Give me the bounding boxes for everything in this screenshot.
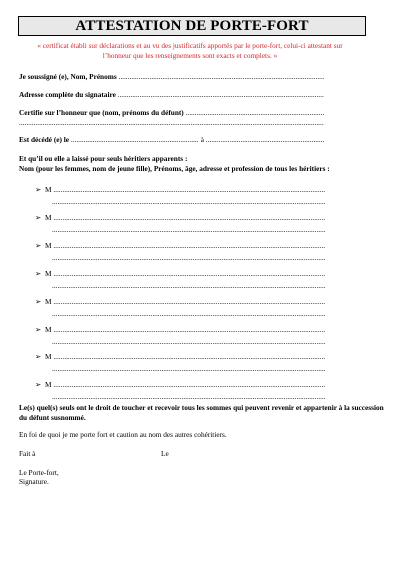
heir-dotted-line-2[interactable] (52, 197, 325, 206)
heir-entry[interactable] (35, 325, 325, 346)
heir-prefix: M (45, 352, 52, 362)
certify-field[interactable] (19, 108, 324, 117)
death-field[interactable] (19, 135, 324, 144)
arrow-bullet-icon: ➢ (35, 352, 42, 362)
signature-line-2: Signature. (19, 477, 49, 486)
heir-prefix: M (45, 324, 52, 334)
heir-dotted-line[interactable] (52, 352, 326, 361)
arrow-bullet-icon: ➢ (35, 240, 42, 250)
heir-entry[interactable] (35, 352, 325, 373)
heirs-title (19, 154, 384, 173)
address-label: Adresse complète du signataire (19, 90, 116, 99)
heir-dotted-line[interactable] (52, 325, 326, 334)
heirs-title-line-1: Et qu’il ou elle a laissé pour seuls héritiers apparents : (19, 154, 188, 163)
certify-dotted-line[interactable] (184, 108, 324, 117)
heir-dotted-line[interactable] (52, 241, 326, 250)
done-at-label[interactable]: Fait à (19, 449, 36, 458)
heir-dotted-line-2[interactable] (52, 337, 325, 346)
signer-field[interactable] (19, 72, 324, 81)
heir-dotted-line-2[interactable] (52, 281, 325, 290)
certify-dotted-line-2[interactable] (19, 118, 324, 127)
heir-dotted-line[interactable] (52, 297, 326, 306)
heir-prefix: M (45, 212, 52, 222)
address-dotted-line[interactable] (116, 90, 324, 99)
heir-dotted-line[interactable] (52, 213, 326, 222)
document-title: ATTESTATION DE PORTE-FORT (18, 16, 366, 36)
arrow-bullet-icon: ➢ (35, 380, 42, 390)
heir-dotted-line[interactable] (52, 380, 326, 389)
heir-dotted-line-2[interactable] (52, 225, 325, 234)
heir-dotted-line-2[interactable] (52, 392, 325, 401)
heir-prefix: M (45, 296, 52, 306)
rights-statement: Le(s) quel(s) seuls ont le droit de toucher et recevoir tous les sommes qui peuvent revenir et appartenir à la succession du défunt susnommé. (19, 403, 384, 422)
heir-entry[interactable] (35, 185, 325, 206)
heir-dotted-line[interactable] (52, 269, 326, 278)
heir-dotted-line-2[interactable] (52, 309, 325, 318)
death-place-separator: à (200, 135, 204, 144)
signer-dotted-line[interactable] (117, 72, 324, 81)
heir-prefix: M (45, 240, 52, 250)
heir-dotted-line-2[interactable] (52, 364, 325, 373)
heir-dotted-line-2[interactable] (52, 253, 325, 262)
heir-prefix: M (45, 185, 52, 194)
heir-prefix: M (45, 380, 52, 390)
address-field[interactable] (19, 90, 324, 99)
certify-label: Certifie sur l’honneur que (nom, prénoms du défunt) (19, 108, 184, 117)
death-label: Est décédé (e) le (19, 135, 70, 144)
date-label[interactable]: Le (161, 449, 169, 458)
death-place-dotted-line[interactable] (204, 135, 324, 144)
heir-entry[interactable] (35, 269, 325, 290)
arrow-bullet-icon: ➢ (35, 185, 42, 194)
arrow-bullet-icon: ➢ (35, 212, 42, 222)
heir-prefix: M (45, 268, 52, 278)
heir-entry[interactable] (35, 297, 325, 318)
heir-entry[interactable] (35, 213, 325, 234)
signer-label: Je soussigné (e), Nom, Prénoms (19, 72, 117, 81)
arrow-bullet-icon: ➢ (35, 324, 42, 334)
heir-dotted-line[interactable] (52, 185, 326, 194)
heirs-title-line-2: Nom (pour les femmes, nom de jeune fille), Prénoms, âge, adresse et profession de tous les héritiers : (19, 163, 330, 173)
heir-entry[interactable] (35, 380, 325, 401)
signature-line-1: Le Porte-fort, (19, 468, 59, 477)
guarantee-statement: En foi de quoi je me porte fort et caution au nom des autres cohéritiers. (19, 430, 227, 439)
heir-entry[interactable] (35, 241, 325, 262)
intro-note: « certificat établi sur déclarations et au vu des justificatifs apportés par le porte-fort, celui-ci attestant sur l’honneur que les renseignements sont exacts et complets. » (37, 41, 343, 60)
arrow-bullet-icon: ➢ (35, 268, 42, 278)
arrow-bullet-icon: ➢ (35, 296, 42, 306)
death-date-dotted-line[interactable] (71, 135, 199, 144)
